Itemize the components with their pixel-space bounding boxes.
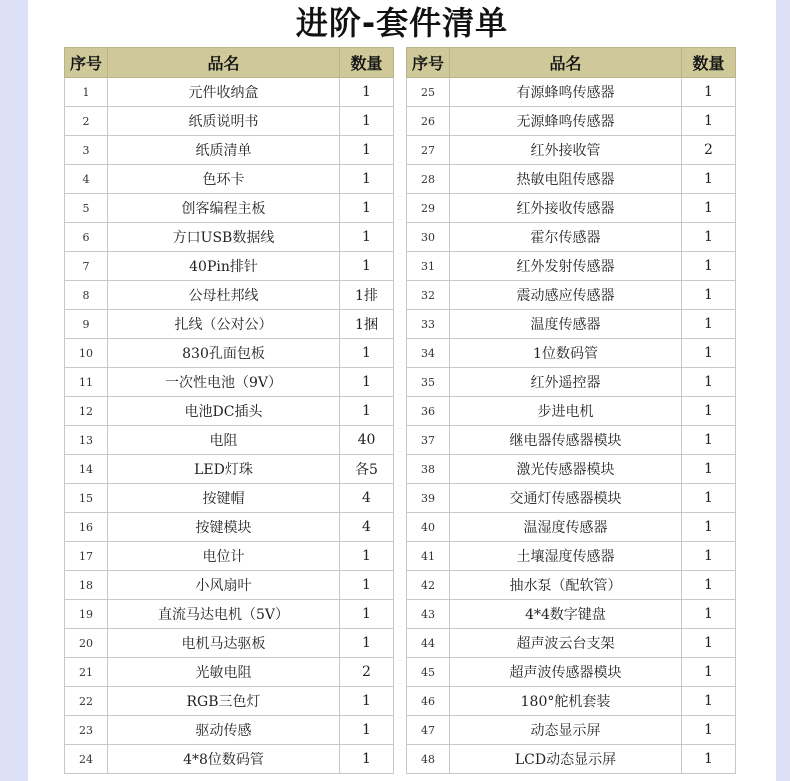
table-row <box>65 310 394 339</box>
table-row <box>407 484 736 513</box>
table-row <box>407 542 736 571</box>
row-quantity-cell: 1 <box>682 542 736 571</box>
row-name-cell: 红外发射传感器 <box>450 252 682 281</box>
row-name-cell: 温湿度传感器 <box>450 513 682 542</box>
row-name-cell: 土壤湿度传感器 <box>450 542 682 571</box>
row-name-cell: 步进电机 <box>450 397 682 426</box>
row-index-cell: 17 <box>65 542 108 571</box>
row-index-cell: 22 <box>65 687 108 716</box>
row-name-cell: 180°舵机套装 <box>450 687 682 716</box>
row-index-cell: 9 <box>65 310 108 339</box>
row-index-cell: 42 <box>407 571 450 600</box>
row-index-cell: 34 <box>407 339 450 368</box>
row-quantity-cell: 1 <box>340 165 394 194</box>
table-row <box>65 107 394 136</box>
table-row <box>407 194 736 223</box>
table-row <box>65 600 394 629</box>
row-quantity-cell: 1 <box>682 194 736 223</box>
row-name-cell: 抽水泵（配软管） <box>450 571 682 600</box>
row-name-cell: 超声波云台支架 <box>450 629 682 658</box>
table-row <box>407 629 736 658</box>
row-name-cell: 小风扇叶 <box>108 571 340 600</box>
table-row <box>407 571 736 600</box>
table-row <box>407 310 736 339</box>
row-name-cell: 震动感应传感器 <box>450 281 682 310</box>
row-name-cell: LCD动态显示屏 <box>450 745 682 774</box>
row-name-cell: 红外接收传感器 <box>450 194 682 223</box>
row-index-cell: 37 <box>407 426 450 455</box>
table-row <box>65 716 394 745</box>
row-index-cell: 12 <box>65 397 108 426</box>
row-name-cell: 按键模块 <box>108 513 340 542</box>
row-quantity-cell: 1 <box>682 484 736 513</box>
table-row <box>65 542 394 571</box>
table-row <box>65 745 394 774</box>
row-quantity-cell: 1 <box>340 542 394 571</box>
row-index-cell: 26 <box>407 107 450 136</box>
row-index-cell: 24 <box>65 745 108 774</box>
table-row <box>65 165 394 194</box>
table-header-row <box>407 48 736 78</box>
row-index-cell: 44 <box>407 629 450 658</box>
row-quantity-cell: 1 <box>682 658 736 687</box>
row-quantity-cell: 1 <box>682 687 736 716</box>
table-row <box>65 252 394 281</box>
row-index-cell: 33 <box>407 310 450 339</box>
row-quantity-cell: 1 <box>340 136 394 165</box>
row-name-cell: 按键帽 <box>108 484 340 513</box>
row-quantity-cell: 1 <box>340 571 394 600</box>
table-row <box>65 397 394 426</box>
row-quantity-cell: 各5 <box>340 455 394 484</box>
row-name-cell: 红外遥控器 <box>450 368 682 397</box>
table-row <box>407 513 736 542</box>
table-row <box>65 658 394 687</box>
table-row <box>65 194 394 223</box>
row-name-cell: 超声波传感器模块 <box>450 658 682 687</box>
header-name: 品名 <box>108 48 340 78</box>
row-quantity-cell: 1 <box>682 252 736 281</box>
row-name-cell: 1位数码管 <box>450 339 682 368</box>
table-row <box>407 455 736 484</box>
row-quantity-cell: 1 <box>682 310 736 339</box>
row-name-cell: 方口USB数据线 <box>108 223 340 252</box>
table-row <box>407 165 736 194</box>
table-row <box>407 687 736 716</box>
table-row <box>65 484 394 513</box>
row-index-cell: 21 <box>65 658 108 687</box>
row-quantity-cell: 1 <box>340 745 394 774</box>
row-quantity-cell: 1 <box>682 571 736 600</box>
row-name-cell: 电池DC插头 <box>108 397 340 426</box>
row-quantity-cell: 1 <box>682 745 736 774</box>
row-index-cell: 40 <box>407 513 450 542</box>
row-name-cell: LED灯珠 <box>108 455 340 484</box>
row-index-cell: 20 <box>65 629 108 658</box>
table-row <box>407 368 736 397</box>
row-name-cell: 40Pin排针 <box>108 252 340 281</box>
table-row <box>65 687 394 716</box>
row-index-cell: 25 <box>407 78 450 107</box>
row-name-cell: 交通灯传感器模块 <box>450 484 682 513</box>
row-name-cell: 激光传感器模块 <box>450 455 682 484</box>
header-quantity: 数量 <box>340 48 394 78</box>
row-quantity-cell: 1 <box>340 716 394 745</box>
table-row <box>407 281 736 310</box>
table-row <box>65 426 394 455</box>
row-quantity-cell: 1 <box>340 107 394 136</box>
row-quantity-cell: 1 <box>682 629 736 658</box>
table-row <box>65 368 394 397</box>
table-row <box>407 107 736 136</box>
row-index-cell: 45 <box>407 658 450 687</box>
table-row <box>65 223 394 252</box>
row-name-cell: 驱动传感 <box>108 716 340 745</box>
row-quantity-cell: 1 <box>682 397 736 426</box>
row-quantity-cell: 1 <box>682 513 736 542</box>
table-body-right <box>407 78 736 774</box>
row-name-cell: 创客编程主板 <box>108 194 340 223</box>
row-quantity-cell: 2 <box>682 136 736 165</box>
row-quantity-cell: 1捆 <box>340 310 394 339</box>
row-name-cell: 色环卡 <box>108 165 340 194</box>
row-name-cell: 扎线（公对公） <box>108 310 340 339</box>
row-quantity-cell: 40 <box>340 426 394 455</box>
table-row <box>407 745 736 774</box>
row-index-cell: 39 <box>407 484 450 513</box>
row-index-cell: 15 <box>65 484 108 513</box>
row-quantity-cell: 4 <box>340 513 394 542</box>
row-name-cell: 霍尔传感器 <box>450 223 682 252</box>
table-row <box>65 629 394 658</box>
row-index-cell: 7 <box>65 252 108 281</box>
table-row <box>407 658 736 687</box>
row-quantity-cell: 1 <box>340 223 394 252</box>
row-index-cell: 11 <box>65 368 108 397</box>
row-name-cell: 动态显示屏 <box>450 716 682 745</box>
row-quantity-cell: 1 <box>682 716 736 745</box>
row-index-cell: 19 <box>65 600 108 629</box>
row-name-cell: 直流马达电机（5V） <box>108 600 340 629</box>
row-name-cell: 4*4数字键盘 <box>450 600 682 629</box>
table-row <box>407 426 736 455</box>
table-row <box>407 339 736 368</box>
row-quantity-cell: 1 <box>682 368 736 397</box>
row-quantity-cell: 1 <box>682 223 736 252</box>
table-row <box>407 716 736 745</box>
table-row <box>407 252 736 281</box>
header-index: 序号 <box>407 48 450 78</box>
row-index-cell: 48 <box>407 745 450 774</box>
row-index-cell: 35 <box>407 368 450 397</box>
row-index-cell: 14 <box>65 455 108 484</box>
row-quantity-cell: 1 <box>682 600 736 629</box>
row-name-cell: 一次性电池（9V） <box>108 368 340 397</box>
row-name-cell: 830孔面包板 <box>108 339 340 368</box>
row-name-cell: 光敏电阻 <box>108 658 340 687</box>
table-row <box>65 78 394 107</box>
table-row <box>65 281 394 310</box>
row-name-cell: 纸质清单 <box>108 136 340 165</box>
table-row <box>407 78 736 107</box>
table-row <box>407 600 736 629</box>
row-name-cell: 4*8位数码管 <box>108 745 340 774</box>
row-name-cell: 红外接收管 <box>450 136 682 165</box>
table-row <box>65 455 394 484</box>
row-index-cell: 46 <box>407 687 450 716</box>
row-index-cell: 36 <box>407 397 450 426</box>
header-name: 品名 <box>450 48 682 78</box>
row-quantity-cell: 1 <box>340 78 394 107</box>
row-index-cell: 1 <box>65 78 108 107</box>
table-row <box>65 339 394 368</box>
table-row <box>65 571 394 600</box>
kit-list-table-left <box>64 47 394 774</box>
row-name-cell: 纸质说明书 <box>108 107 340 136</box>
table-row <box>407 223 736 252</box>
document-page <box>28 0 776 781</box>
row-index-cell: 27 <box>407 136 450 165</box>
row-name-cell: 元件收纳盒 <box>108 78 340 107</box>
row-name-cell: 电机马达驱板 <box>108 629 340 658</box>
row-name-cell: 温度传感器 <box>450 310 682 339</box>
row-name-cell: 热敏电阻传感器 <box>450 165 682 194</box>
row-quantity-cell: 1 <box>340 629 394 658</box>
row-index-cell: 31 <box>407 252 450 281</box>
row-index-cell: 43 <box>407 600 450 629</box>
row-quantity-cell: 1 <box>340 687 394 716</box>
row-name-cell: 公母杜邦线 <box>108 281 340 310</box>
row-quantity-cell: 1 <box>340 252 394 281</box>
row-index-cell: 18 <box>65 571 108 600</box>
row-index-cell: 3 <box>65 136 108 165</box>
row-quantity-cell: 1 <box>682 426 736 455</box>
table-row <box>407 136 736 165</box>
row-quantity-cell: 2 <box>340 658 394 687</box>
row-name-cell: 无源蜂鸣传感器 <box>450 107 682 136</box>
row-index-cell: 2 <box>65 107 108 136</box>
row-index-cell: 23 <box>65 716 108 745</box>
row-index-cell: 5 <box>65 194 108 223</box>
row-index-cell: 16 <box>65 513 108 542</box>
row-quantity-cell: 1排 <box>340 281 394 310</box>
row-index-cell: 8 <box>65 281 108 310</box>
row-quantity-cell: 1 <box>340 397 394 426</box>
page-title: 进阶-套件清单 <box>295 4 509 42</box>
row-index-cell: 13 <box>65 426 108 455</box>
row-index-cell: 4 <box>65 165 108 194</box>
table-row <box>65 136 394 165</box>
row-quantity-cell: 1 <box>340 194 394 223</box>
row-index-cell: 41 <box>407 542 450 571</box>
row-index-cell: 28 <box>407 165 450 194</box>
row-quantity-cell: 1 <box>340 339 394 368</box>
header-quantity: 数量 <box>682 48 736 78</box>
row-quantity-cell: 4 <box>340 484 394 513</box>
row-index-cell: 47 <box>407 716 450 745</box>
row-quantity-cell: 1 <box>682 281 736 310</box>
table-header-row <box>65 48 394 78</box>
row-quantity-cell: 1 <box>340 600 394 629</box>
row-name-cell: 电位计 <box>108 542 340 571</box>
kit-list-table-right <box>406 47 736 774</box>
row-name-cell: RGB三色灯 <box>108 687 340 716</box>
table-row <box>407 397 736 426</box>
row-quantity-cell: 1 <box>682 78 736 107</box>
row-index-cell: 38 <box>407 455 450 484</box>
row-quantity-cell: 1 <box>682 107 736 136</box>
row-index-cell: 6 <box>65 223 108 252</box>
row-index-cell: 10 <box>65 339 108 368</box>
header-index: 序号 <box>65 48 108 78</box>
row-index-cell: 30 <box>407 223 450 252</box>
row-quantity-cell: 1 <box>682 455 736 484</box>
row-index-cell: 29 <box>407 194 450 223</box>
row-quantity-cell: 1 <box>340 368 394 397</box>
row-name-cell: 有源蜂鸣传感器 <box>450 78 682 107</box>
row-quantity-cell: 1 <box>682 165 736 194</box>
table-body-left <box>65 78 394 774</box>
row-index-cell: 32 <box>407 281 450 310</box>
table-row <box>65 513 394 542</box>
row-name-cell: 继电器传感器模块 <box>450 426 682 455</box>
row-name-cell: 电阻 <box>108 426 340 455</box>
row-quantity-cell: 1 <box>682 339 736 368</box>
